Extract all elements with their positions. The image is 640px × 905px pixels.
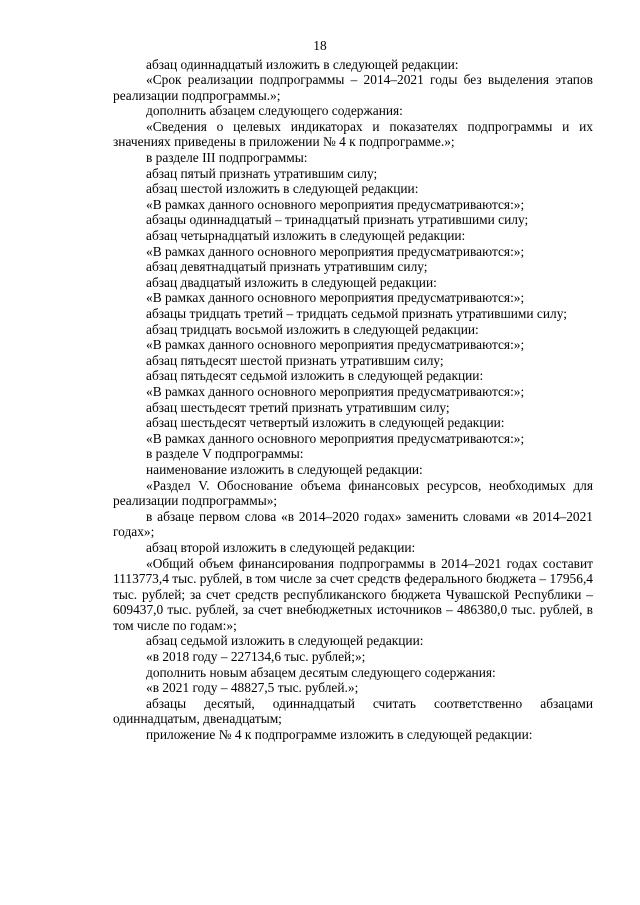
paragraph: «в 2021 году – 48827,5 тыс. рублей.»; — [146, 680, 359, 696]
paragraph: абзац шестьдесят четвертый изложить в следующей редакции: — [146, 415, 505, 431]
paragraph: «в 2018 году – 227134,6 тыс. рублей;»; — [146, 649, 366, 665]
paragraph: «Общий объем финансирования подпрограммы в 2014–2021 годах составит 1113773,4 тыс. рублей, в том числе за счет средств федерального бюджета – 17956,4 тыс. рублей; за счет средств республиканского бюджета Чувашской Республики – 609437,0 тыс. рублей, за счет внебюджетных источников – 486380,0 тыс. рублей, в том числе по годам:»; — [113, 555, 593, 633]
paragraph: абзац шестьдесят третий признать утратившим силу; — [146, 399, 450, 415]
paragraph: в абзаце первом слова «в 2014–2020 годах» заменить словами «в 2014–2021 годах»; — [113, 508, 593, 540]
paragraph: абзац двадцатый изложить в следующей редакции: — [146, 274, 437, 290]
paragraph: в разделе V подпрограммы: — [146, 446, 304, 462]
paragraph: наименование изложить в следующей редакции: — [146, 461, 423, 477]
paragraph: в разделе III подпрограммы: — [146, 150, 308, 166]
paragraph: приложение № 4 к подпрограмме изложить в следующей редакции: — [146, 727, 533, 743]
paragraph: «Срок реализации подпрограммы – 2014–2021 годы без выделения этапов реализации подпрограммы.»; — [113, 72, 593, 103]
paragraph: абзац четырнадцатый изложить в следующей редакции: — [146, 228, 466, 244]
paragraph: «Сведения о целевых индикаторах и показателях подпрограммы и их значениях приведены в приложении № 4 к подпрограмме.»; — [113, 118, 593, 150]
document-body — [113, 57, 593, 743]
paragraph: дополнить новым абзацем десятым следующего содержания: — [146, 664, 496, 680]
paragraph: «В рамках данного основного мероприятия предусматриваются:»; — [146, 337, 525, 353]
paragraph: абзац тридцать восьмой изложить в следующей редакции: — [146, 321, 479, 337]
paragraph: абзацы одиннадцатый – тринадцатый признать утратившими силу; — [146, 212, 529, 228]
paragraph: «В рамках данного основного мероприятия предусматриваются:»; — [146, 196, 525, 212]
paragraph: «В рамках данного основного мероприятия предусматриваются:»; — [146, 243, 525, 259]
paragraph: абзац девятнадцатый признать утратившим силу; — [146, 259, 428, 275]
paragraph: абзац пятьдесят шестой признать утратившим силу; — [146, 352, 444, 368]
paragraph: абзац пятый признать утратившим силу; — [146, 165, 378, 181]
paragraph: «В рамках данного основного мероприятия предусматриваются:»; — [146, 430, 525, 446]
paragraph: «В рамках данного основного мероприятия предусматриваются:»; — [146, 383, 525, 399]
paragraph: «Раздел V. Обоснование объема финансовых ресурсов, необходимых для реализации подпрограммы»; — [113, 477, 593, 509]
paragraph: абзацы тридцать третий – тридцать седьмой признать утратившими силу; — [146, 306, 567, 321]
paragraph: абзац шестой изложить в следующей редакции: — [146, 181, 419, 197]
paragraph: абзацы десятый, одиннадцатый считать соответственно абзацами одиннадцатым, двенадцатым; — [113, 695, 593, 727]
paragraph: абзац пятьдесят седьмой изложить в следующей редакции: — [146, 368, 484, 384]
page-number: 18 — [313, 38, 327, 53]
paragraph: абзац второй изложить в следующей редакции: — [146, 539, 416, 555]
paragraph: «В рамках данного основного мероприятия предусматриваются:»; — [146, 290, 525, 306]
paragraph: абзац одиннадцатый изложить в следующей редакции: — [146, 56, 459, 72]
paragraph: абзац седьмой изложить в следующей редакции: — [146, 633, 424, 649]
paragraph: дополнить абзацем следующего содержания: — [146, 103, 403, 119]
